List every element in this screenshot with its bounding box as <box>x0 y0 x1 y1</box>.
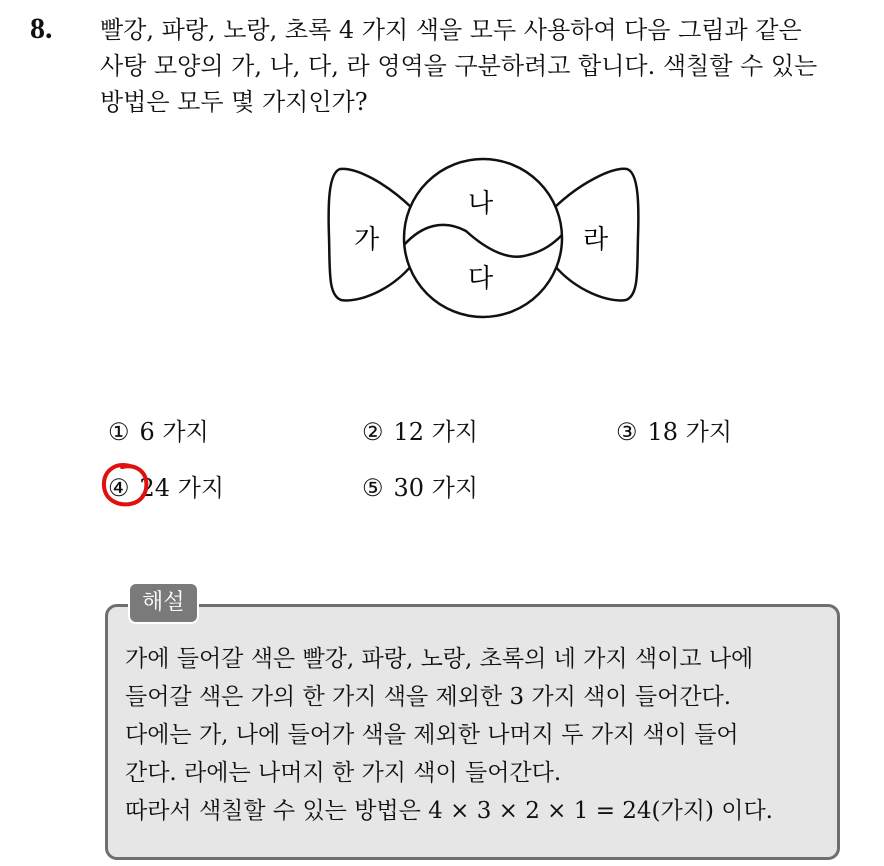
choice-text: 30 가지 <box>393 474 479 502</box>
explanation-line: 들어갈 색은 가의 한 가지 색을 제외한 3 가지 색이 들어간다. <box>125 684 732 710</box>
choice-mark: ③ <box>616 418 638 446</box>
explanation-label: 해설 <box>128 582 199 624</box>
question-text <box>100 12 870 120</box>
choice-mark: ① <box>108 418 130 446</box>
question-line: 빨강, 파랑, 노랑, 초록 4 가지 색을 모두 사용하여 다음 그림과 같은 <box>100 16 802 44</box>
choice-1[interactable] <box>108 412 209 447</box>
choice-3[interactable] <box>616 412 732 447</box>
region-label-da: 다 <box>468 264 494 294</box>
explanation-text <box>125 640 835 830</box>
choice-5[interactable] <box>362 468 478 503</box>
answer-circle-mark <box>100 460 152 510</box>
question-line: 방법은 모두 몇 가지인가? <box>100 88 368 116</box>
explanation-line: 가에 들어갈 색은 빨강, 파랑, 노랑, 초록의 네 가지 색이고 나에 <box>125 646 754 672</box>
candy-figure <box>326 155 642 321</box>
choice-text: 12 가지 <box>393 418 479 446</box>
choice-text: 24 가지 <box>139 474 225 502</box>
choice-2[interactable] <box>362 412 478 447</box>
explanation-line: 간다. 라에는 나머지 한 가지 색이 들어간다. <box>125 760 562 786</box>
explanation-line: 다에는 가, 나에 들어가 색을 제외한 나머지 두 가지 색이 들어 <box>125 722 739 748</box>
question-number: 8. <box>30 12 53 45</box>
region-label-na: 나 <box>468 189 494 219</box>
explanation-line: 따라서 색칠할 수 있는 방법은 4 × 3 × 2 × 1 = 24(가지) 이다. <box>125 798 773 824</box>
region-label-ga: 가 <box>354 225 380 255</box>
choice-text: 18 가지 <box>647 418 733 446</box>
choice-text: 6 가지 <box>139 418 209 446</box>
question-line: 사탕 모양의 가, 나, 다, 라 영역을 구분하려고 합니다. 색칠할 수 있는 <box>100 52 818 80</box>
choice-mark: ② <box>362 418 384 446</box>
choice-mark: ⑤ <box>362 474 384 502</box>
region-label-ra: 라 <box>583 225 609 255</box>
choice-mark: ④ <box>108 474 130 502</box>
